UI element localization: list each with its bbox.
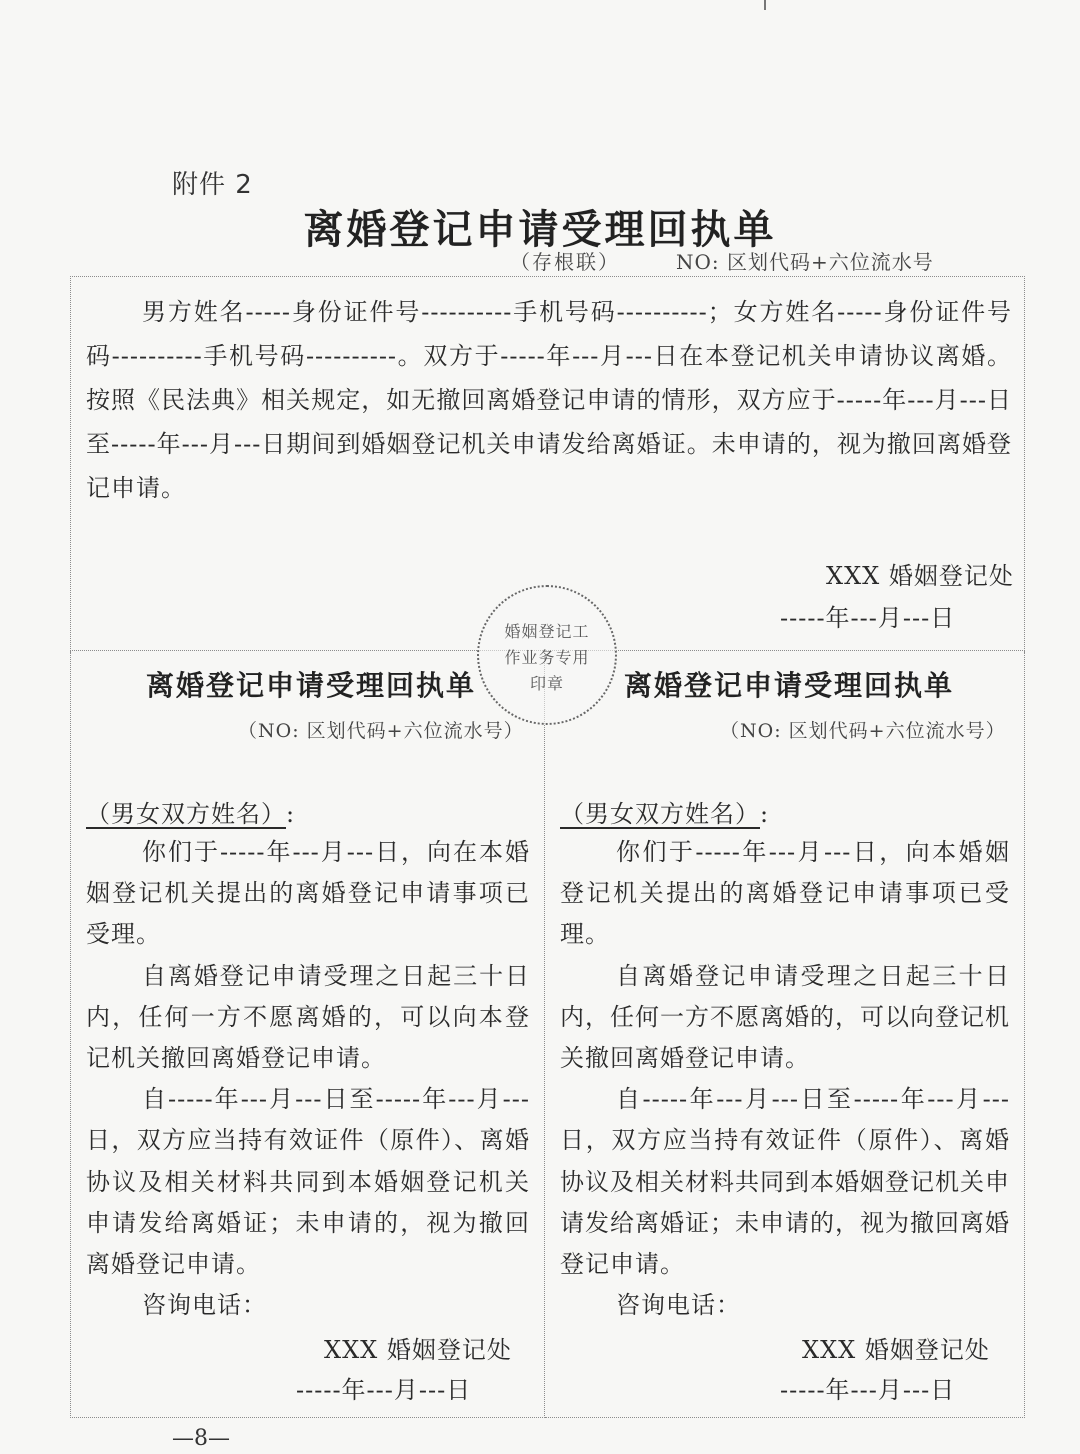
left-receipt-serial: （NO: 区划代码+六位流水号） <box>238 720 524 742</box>
official-seal <box>477 585 617 725</box>
right-accept-paragraph: 你们于-----年---月---日，向本婚姻登记机关提出的离婚登记申请事项已受理。 <box>560 838 1010 949</box>
right-phone-label: 咨询电话： <box>616 1291 741 1320</box>
seal-line-3: 印章 <box>529 674 564 693</box>
left-couple-names-line <box>86 794 295 829</box>
right-receipt-serial: （NO: 区划代码+六位流水号） <box>720 720 1006 742</box>
left-date: -----年---月---日 <box>296 1376 472 1404</box>
right-period-paragraph: 自-----年---月---日至-----年---月---日，双方应当持有效证件（原件）、离婚协议及相关材料共同到本婚姻登记机关申请发给离婚证；未申请的，视为撤回离婚登记申请。 <box>560 1085 1010 1279</box>
right-names-colon: : <box>760 800 770 828</box>
right-withdraw-paragraph: 自离婚登记申请受理之日起三十日内，任何一方不愿离婚的，可以向登记机关撤回离婚登记申请。 <box>560 961 1010 1073</box>
stub-office-name: XXX 婚姻登记处 <box>826 562 1014 590</box>
right-receipt-title: 离婚登记申请受理回执单 <box>624 669 955 702</box>
left-receipt-title: 离婚登记申请受理回执单 <box>146 669 477 702</box>
right-office-name: XXX 婚姻登记处 <box>802 1336 990 1364</box>
left-receipt-body <box>86 832 530 1326</box>
stub-body-text: 男方姓名-----身份证件号----------手机号码----------；女方姓名-----身份证件号码----------手机号码----------。双方于-----年---月---日在本登记机关申请协议离婚。按照《民法典》相关规定，如无撤回离婚登记申请的情形，双方应于-----年---月---日至-----年---月---日期间到婚姻登记机关申请发给离婚证。未申请的，视为撤回离婚登记申请。 <box>86 298 1012 502</box>
stub-copy-label: （存根联） <box>510 250 620 274</box>
stub-serial-number: NO: 区划代码+六位流水号 <box>676 250 934 274</box>
left-accept-paragraph: 你们于-----年---月---日，向在本婚姻登记机关提出的离婚登记申请事项已受理。 <box>86 838 530 949</box>
seal-line-2: 作业务专用 <box>504 648 590 667</box>
seal-line-1: 婚姻登记工 <box>504 622 590 641</box>
top-edge-mark <box>764 0 766 10</box>
right-couple-names: （男女双方姓名） <box>560 800 760 828</box>
left-couple-names: （男女双方姓名） <box>86 800 286 828</box>
attachment-label: 附件 2 <box>172 170 253 200</box>
stub-date: -----年---月---日 <box>780 604 956 632</box>
right-receipt-body <box>560 832 1010 1326</box>
page-title: 离婚登记申请受理回执单 <box>303 207 777 253</box>
left-withdraw-paragraph: 自离婚登记申请受理之日起三十日内，任何一方不愿离婚的，可以向本登记机关撤回离婚登记申请。 <box>86 961 530 1073</box>
left-names-colon: : <box>286 800 296 828</box>
left-period-paragraph: 自-----年---月---日至-----年---月---日，双方应当持有效证件（原件）、离婚协议及相关材料共同到本婚姻登记机关申请发给离婚证；未申请的，视为撤回离婚登记申请。 <box>86 1085 530 1279</box>
left-office-name: XXX 婚姻登记处 <box>324 1336 512 1364</box>
right-couple-names-line <box>560 794 769 829</box>
left-phone-label: 咨询电话： <box>142 1291 267 1320</box>
page-number: —8— <box>172 1426 230 1451</box>
right-date: -----年---月---日 <box>780 1376 956 1404</box>
